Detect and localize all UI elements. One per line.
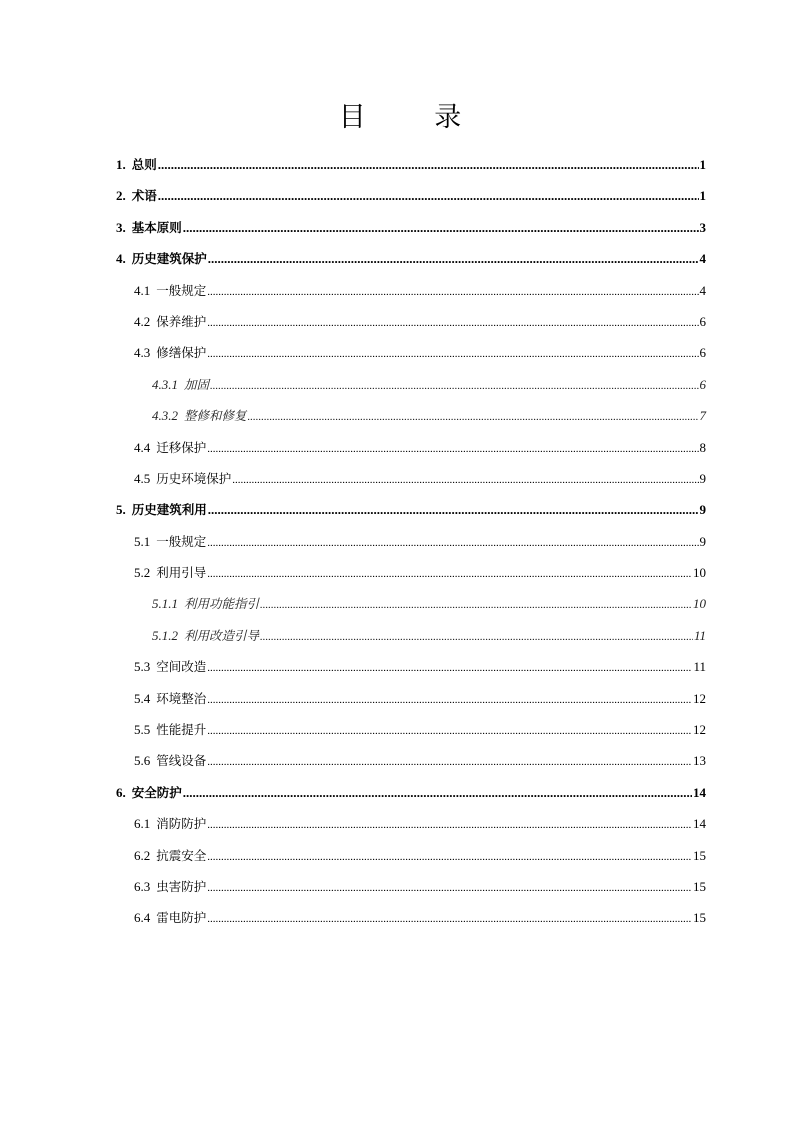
toc-dot-leader <box>183 778 692 807</box>
toc-entry-page: 9 <box>699 470 706 486</box>
toc-entry-number: 4.1 <box>134 282 151 298</box>
toc-entry[interactable] <box>116 558 706 589</box>
toc-entry-page: 12 <box>693 722 706 738</box>
toc-entry[interactable] <box>116 903 706 934</box>
toc-entry-page: 15 <box>693 910 706 926</box>
toc-entry-label: 历史建筑保护 <box>131 251 207 267</box>
toc-entry-number: 4. <box>116 251 126 267</box>
toc-dot-leader <box>158 181 699 210</box>
toc-entry-label: 利用引导 <box>156 565 207 581</box>
toc-entry[interactable] <box>116 715 706 746</box>
toc-dot-leader <box>210 370 698 401</box>
toc-entry-page: 8 <box>699 439 706 455</box>
toc-entry-label: 保养维护 <box>156 313 207 329</box>
toc-entry-number: 2. <box>116 188 126 204</box>
toc-entry-label: 迁移保护 <box>156 439 207 455</box>
toc-entry-number: 4.4 <box>134 439 151 455</box>
toc-entry[interactable] <box>116 684 706 715</box>
toc-entry-label: 利用改造引导 <box>184 627 260 643</box>
toc-dot-leader <box>207 903 692 934</box>
toc-entry-number: 6.1 <box>134 816 151 832</box>
toc-entry-label: 消防防护 <box>156 816 207 832</box>
toc-entry-label: 历史环境保护 <box>156 470 232 486</box>
toc-entry-page: 7 <box>699 408 706 424</box>
toc-entry-label: 性能提升 <box>156 722 207 738</box>
toc-dot-leader <box>158 150 699 179</box>
toc-entry[interactable] <box>116 433 706 464</box>
toc-entry-number: 5.3 <box>134 659 151 675</box>
toc-entry-page: 14 <box>693 784 706 800</box>
toc-entry[interactable] <box>116 338 706 369</box>
toc-entry[interactable] <box>116 527 706 558</box>
toc-dot-leader <box>207 433 698 464</box>
toc-entry-number: 4.2 <box>134 313 151 329</box>
toc-dot-leader <box>207 652 692 683</box>
toc-entry-label: 一般规定 <box>156 282 207 298</box>
toc-entry-label: 总则 <box>131 157 157 172</box>
toc-entry-label: 基本原则 <box>131 219 182 235</box>
toc-dot-leader <box>207 841 692 872</box>
toc-entry-number: 1. <box>116 157 126 172</box>
toc-entry[interactable] <box>116 495 706 526</box>
toc-entry-number: 4.3.1 <box>152 376 178 392</box>
toc-entry-number: 5.5 <box>134 722 151 738</box>
page-title: 目 录 <box>338 102 492 133</box>
toc-entry-label: 空间改造 <box>156 659 207 675</box>
toc-entry-page: 6 <box>699 345 706 361</box>
toc-entry-number: 4.5 <box>134 470 151 486</box>
toc-entry-page: 10 <box>693 596 706 612</box>
toc-entry[interactable] <box>116 652 706 683</box>
toc-entry-number: 5.6 <box>134 753 151 769</box>
toc-entry-label: 管线设备 <box>156 753 207 769</box>
toc-dot-leader <box>207 276 698 307</box>
toc-entry-label: 利用功能指引 <box>184 596 260 612</box>
toc-entry-number: 5.1 <box>134 533 151 549</box>
toc-entry-number: 5.2 <box>134 565 151 581</box>
toc-entry-page: 6 <box>699 376 706 392</box>
toc-entry[interactable] <box>116 401 706 432</box>
toc-dot-leader <box>207 338 698 369</box>
toc-entry-number: 5. <box>116 502 126 518</box>
toc-dot-leader <box>207 558 692 589</box>
toc-entry-page: 10 <box>693 565 706 581</box>
toc-entry-label: 术语 <box>131 188 157 204</box>
toc-entry-page: 4 <box>699 251 706 267</box>
toc-entry[interactable] <box>116 307 706 338</box>
toc-dot-leader <box>208 244 699 273</box>
toc-dot-leader <box>260 621 693 652</box>
toc-dot-leader <box>260 589 692 620</box>
toc-entry-label: 环境整治 <box>156 690 207 706</box>
toc-entry[interactable] <box>116 809 706 840</box>
toc-entry-number: 6.3 <box>134 878 151 894</box>
toc-entry-label: 虫害防护 <box>156 878 207 894</box>
toc-entry-number: 3. <box>116 219 126 235</box>
toc-entry-page: 15 <box>693 847 706 863</box>
toc-entry-page: 9 <box>699 533 706 549</box>
toc-dot-leader <box>207 684 692 715</box>
toc-entry[interactable] <box>116 181 706 212</box>
toc-entry-page: 15 <box>693 878 706 894</box>
toc-entry-page: 14 <box>693 816 706 832</box>
toc-entry[interactable] <box>116 244 706 275</box>
toc-entry-page: 13 <box>693 753 706 769</box>
toc-entry-page: 3 <box>699 219 706 235</box>
toc-dot-leader <box>207 872 692 903</box>
toc-entry-label: 加固 <box>184 376 210 392</box>
toc-entry-page: 12 <box>693 690 706 706</box>
toc-entry-number: 4.3.2 <box>152 408 178 424</box>
toc-entry[interactable] <box>116 464 706 495</box>
toc-entry-page: 11 <box>693 659 706 675</box>
toc-entry-label: 雷电防护 <box>156 910 207 926</box>
toc-dot-leader <box>207 746 692 777</box>
toc-entry-label: 历史建筑利用 <box>131 502 207 518</box>
toc-entry-number: 6.2 <box>134 847 151 863</box>
toc-entry[interactable] <box>116 872 706 903</box>
toc-entry-number: 6.4 <box>134 910 151 926</box>
toc-entry-label: 修缮保护 <box>156 345 207 361</box>
toc-entry[interactable] <box>116 213 706 244</box>
toc-entry-label: 抗震安全 <box>156 847 207 863</box>
toc-entry-number: 5.4 <box>134 690 151 706</box>
toc-dot-leader <box>207 527 698 558</box>
toc-entry-number: 5.1.2 <box>152 627 178 643</box>
toc-entry-number: 6. <box>116 784 126 800</box>
toc-entry[interactable] <box>116 841 706 872</box>
toc-dot-leader <box>207 809 692 840</box>
toc-entry-page: 4 <box>699 282 706 298</box>
toc-entry[interactable] <box>116 150 706 181</box>
toc-dot-leader <box>208 495 699 524</box>
table-of-contents <box>116 150 706 935</box>
toc-entry[interactable] <box>116 746 706 777</box>
toc-entry[interactable] <box>116 276 706 307</box>
toc-entry[interactable] <box>116 621 706 652</box>
toc-entry-label: 一般规定 <box>156 533 207 549</box>
toc-entry-label: 整修和修复 <box>184 408 247 424</box>
toc-entry-page: 6 <box>699 313 706 329</box>
toc-entry-label: 安全防护 <box>131 784 182 800</box>
toc-entry-number: 5.1.1 <box>152 596 178 612</box>
toc-entry[interactable] <box>116 370 706 401</box>
toc-entry-page: 1 <box>699 157 706 172</box>
toc-entry-page: 1 <box>699 188 706 204</box>
toc-dot-leader <box>207 715 692 746</box>
toc-entry-page: 9 <box>699 502 706 518</box>
toc-entry-page: 11 <box>693 627 706 643</box>
toc-entry-number: 4.3 <box>134 345 151 361</box>
toc-entry[interactable] <box>116 778 706 809</box>
toc-entry[interactable] <box>116 589 706 620</box>
toc-dot-leader <box>207 307 698 338</box>
toc-dot-leader <box>232 464 698 495</box>
toc-dot-leader <box>248 401 699 432</box>
toc-dot-leader <box>183 213 699 242</box>
